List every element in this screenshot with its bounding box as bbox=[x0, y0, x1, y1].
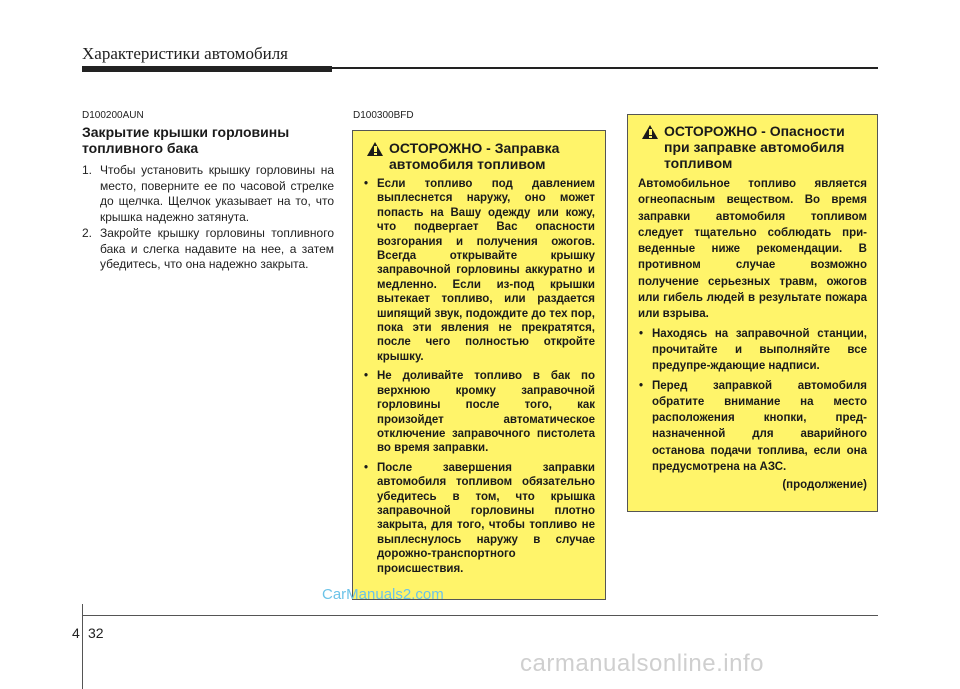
page-number: 32 bbox=[88, 625, 104, 641]
step-item bbox=[82, 163, 334, 225]
doc-code-left: D100200AUN bbox=[82, 110, 144, 121]
bullet-dot: • bbox=[639, 327, 644, 340]
warning-bullet bbox=[363, 369, 595, 455]
warning-triangle-dot bbox=[649, 136, 652, 138]
warning-triangle-dot bbox=[374, 153, 377, 155]
footer-rule-vertical bbox=[82, 604, 83, 689]
bullet-dot: • bbox=[639, 379, 644, 392]
watermark-link[interactable]: CarManuals2.com bbox=[322, 586, 444, 603]
bullet-text: После завершения заправки автомобиля топливом обязательно убедитесь в том, что крышка заправочной горловины плотно закрыта, для того, чтобы топливо не выплеснулось наружу в случае дорожно-транспортного происшествия. bbox=[377, 461, 595, 575]
bullet-text: Находясь на заправочной станции, прочитайте и выполняйте все предупре-ждающие надписи. bbox=[652, 327, 867, 373]
doc-code-middle: D100300BFD bbox=[353, 110, 414, 121]
warning-bullets bbox=[638, 326, 867, 476]
warning-bullet bbox=[638, 378, 867, 476]
bullet-text: Не доливайте топливо в бак по верхнюю кромку заправочной горловины после того, как произойдет автоматическое отключение заправочного пистолета во время заправки. bbox=[377, 370, 595, 455]
steps-list bbox=[82, 163, 334, 274]
bullet-dot: • bbox=[364, 178, 369, 190]
warning-heading bbox=[638, 123, 867, 171]
bullet-text: Перед заправкой автомобиля обратите внимание на место расположения кнопки, пред-назначенной для аварийного останова подачи топлива, если она предусмотрена на АЗС. bbox=[652, 379, 867, 474]
chapter-number: 4 bbox=[72, 625, 80, 641]
warning-bullet bbox=[638, 326, 867, 375]
warning-triangle-mark bbox=[649, 129, 652, 135]
warning-bullet bbox=[363, 461, 595, 576]
bullet-dot: • bbox=[364, 370, 369, 383]
bullet-dot: • bbox=[364, 461, 369, 474]
warning-box-refueling bbox=[352, 130, 606, 600]
warning-bullets bbox=[363, 177, 595, 576]
warning-title: ОСТОРОЖНО - Опасности при заправке автомобиля топливом bbox=[664, 123, 845, 171]
step-text: Закройте крышку горловины топливного бака и слегка надавите на нее, а затем убедитесь, что она надежно закрыта. bbox=[100, 226, 334, 271]
warning-title: ОСТОРОЖНО - Заправка автомобиля топливом bbox=[389, 140, 560, 172]
warning-box-hazards bbox=[627, 114, 878, 512]
header-title: Характеристики автомобиля bbox=[82, 44, 288, 63]
continued-label: (продолжение) bbox=[782, 479, 867, 492]
step-text: Чтобы установить крышку горловины на место, поверните ее по часовой стрелке до щелчка. Щелчок указывает на то, что крышка надежно затянута. bbox=[100, 163, 334, 224]
bullet-text: Если топливо под давлением выплеснется наружу, оно может попасть на Вашу одежду или кожу, что подвергает Вас опасности возгорания и получения ожогов. Всегда открывайте крышку заправочной горловины аккуратно и медленно. Если из-под крышки вытекает топливо, или раздается шипящий звук, подождите до тех пор, пока эти явления не прекратятся, после чего полностью откройте крышку. bbox=[377, 178, 595, 363]
step-item bbox=[82, 226, 334, 273]
warning-heading bbox=[363, 140, 595, 172]
header-rule bbox=[82, 67, 878, 69]
step-number: 1. bbox=[82, 163, 93, 177]
step-number: 2. bbox=[82, 226, 93, 240]
section-title: Закрытие крышки горловины топливного бака bbox=[82, 124, 290, 156]
warning-intro: Автомобильное топливо является огнеопасным веществом. Во время заправки автомобиля топливом следует тщательно соблюдать при-веденные ниже рекомендации. В противном случае возможно получение серьезных травм, ожогов или гибель людей в результате пожара или взрыва. bbox=[638, 178, 867, 321]
footer-rule-horizontal bbox=[82, 615, 878, 616]
warning-bullet bbox=[363, 177, 595, 364]
watermark-bottom: carmanualsonline.info bbox=[520, 650, 764, 677]
warning-triangle-mark bbox=[374, 146, 377, 152]
